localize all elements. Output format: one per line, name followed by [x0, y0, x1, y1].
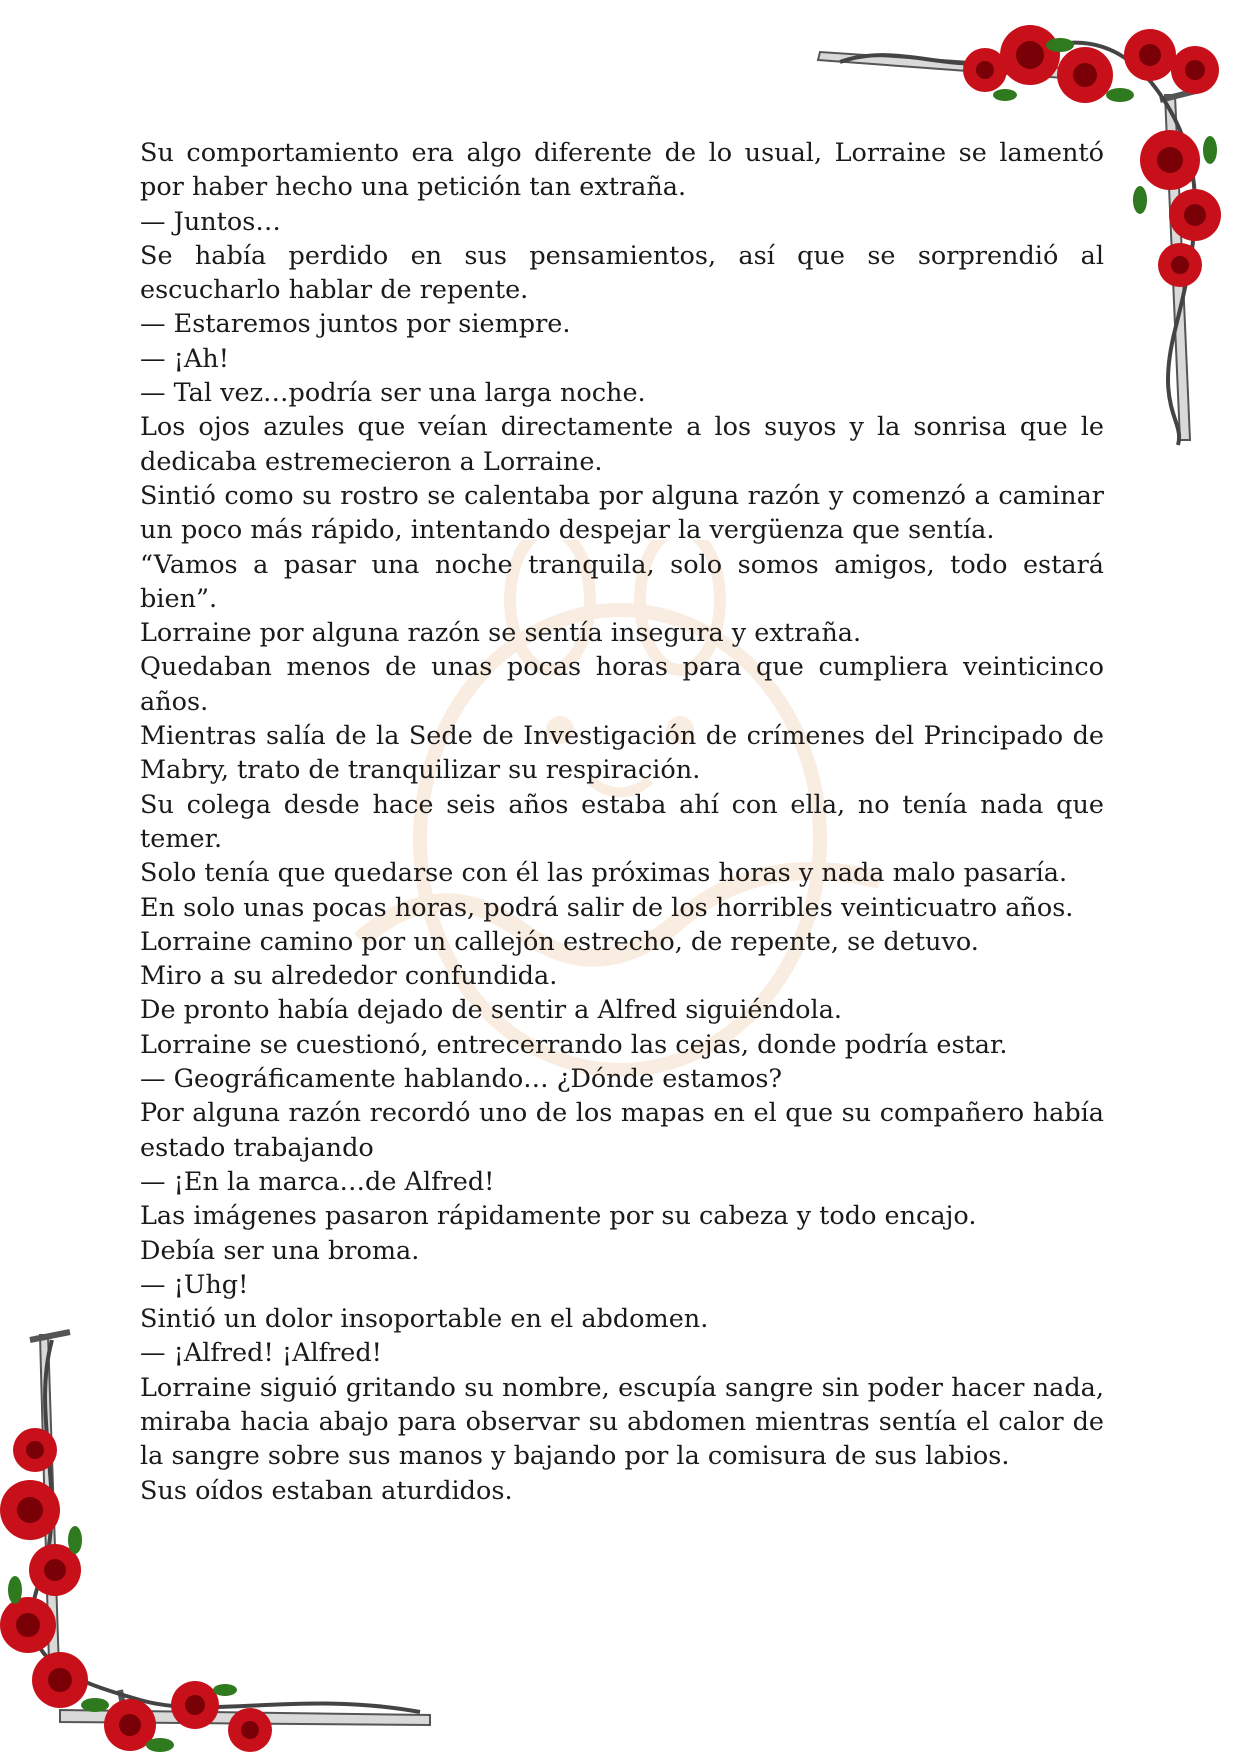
paragraph: De pronto había dejado de sentir a Alfred siguiéndola. — [140, 995, 842, 1026]
paragraph: Solo tenía que quedarse con él las próximas horas y nada malo pasaría. — [140, 858, 1068, 889]
paragraph: Las imágenes pasaron rápidamente por su cabeza y todo encajo. — [140, 1201, 977, 1232]
paragraph: Sintió un dolor insoportable en el abdomen. — [140, 1304, 709, 1335]
paragraph: Su comportamiento era algo diferente de lo usual, Lorraine se lamentó por haber hecho una petición tan extraña. — [140, 138, 1104, 203]
sword-icon — [30, 1332, 70, 1700]
sword-icon — [818, 52, 1100, 95]
paragraph: Se había perdido en sus pensamientos, así que se sorprendió al escucharlo hablar de repente. — [140, 240, 1104, 306]
paragraph: Por alguna razón recordó uno de los mapas en el que su compañero había estado trabajando — [140, 1098, 1104, 1163]
paragraph: Su colega desde hace seis años estaba ahí con ella, no tenía nada que temer. — [140, 789, 1104, 854]
paragraph: Debía ser una broma. — [140, 1235, 420, 1266]
paragraph: — Juntos… — [140, 206, 281, 237]
paragraph: Quedaban menos de unas pocas horas para que cumpliera veinticinco años. — [140, 652, 1104, 717]
paragraph: — Estaremos juntos por siempre. — [140, 309, 571, 340]
paragraph: Lorraine siguió gritando su nombre, escupía sangre sin poder hacer nada, miraba hacia abajo para observar su abdomen mientras sentía el calor de la sangre sobre sus manos y bajando por la comisura de sus labios. — [140, 1372, 1104, 1472]
paragraph: — ¡Alfred! ¡Alfred! — [140, 1338, 382, 1369]
paragraph: Los ojos azules que veían directamente a los suyos y la sonrisa que le dedicaba estremecieron a Lorraine. — [140, 412, 1104, 477]
paragraph: Sus oídos estaban aturdidos. — [140, 1475, 513, 1506]
sword-icon — [1160, 90, 1200, 440]
paragraph: Lorraine se cuestionó, entrecerrando las cejas, donde podría estar. — [140, 1029, 1008, 1060]
paragraph: Lorraine camino por un callejón estrecho, de repente, se detuvo. — [140, 926, 979, 957]
paragraph: — ¡Ah! — [140, 343, 229, 374]
paragraph: En solo unas pocas horas, podrá salir de los horribles veinticuatro años. — [140, 892, 1074, 923]
paragraph: Mientras salía de la Sede de Investigación de crímenes del Principado de Mabry, trato de tranquilizar su respiración. — [140, 721, 1104, 786]
paragraph: Lorraine por alguna razón se sentía insegura y extraña. — [140, 618, 862, 649]
sword-icon — [60, 1690, 430, 1740]
story-text — [140, 136, 1104, 1508]
paragraph: “Vamos a pasar una noche tranquila, solo somos amigos, todo estará bien”. — [140, 549, 1104, 614]
paragraph: — Tal vez…podría ser una larga noche. — [140, 378, 646, 409]
leaf-icon — [8, 1526, 237, 1752]
paragraph: — ¡En la marca…de Alfred! — [140, 1166, 495, 1197]
paragraph: — ¡Uhg! — [140, 1269, 249, 1300]
paragraph: Sintió como su rostro se calentaba por alguna razón y comenzó a caminar un poco más rápido, intentando despejar la vergüenza que sentía. — [140, 480, 1104, 546]
paragraph: — Geográficamente hablando… ¿Dónde estamos? — [140, 1064, 783, 1095]
paragraph: Miro a su alrededor confundida. — [140, 961, 558, 992]
